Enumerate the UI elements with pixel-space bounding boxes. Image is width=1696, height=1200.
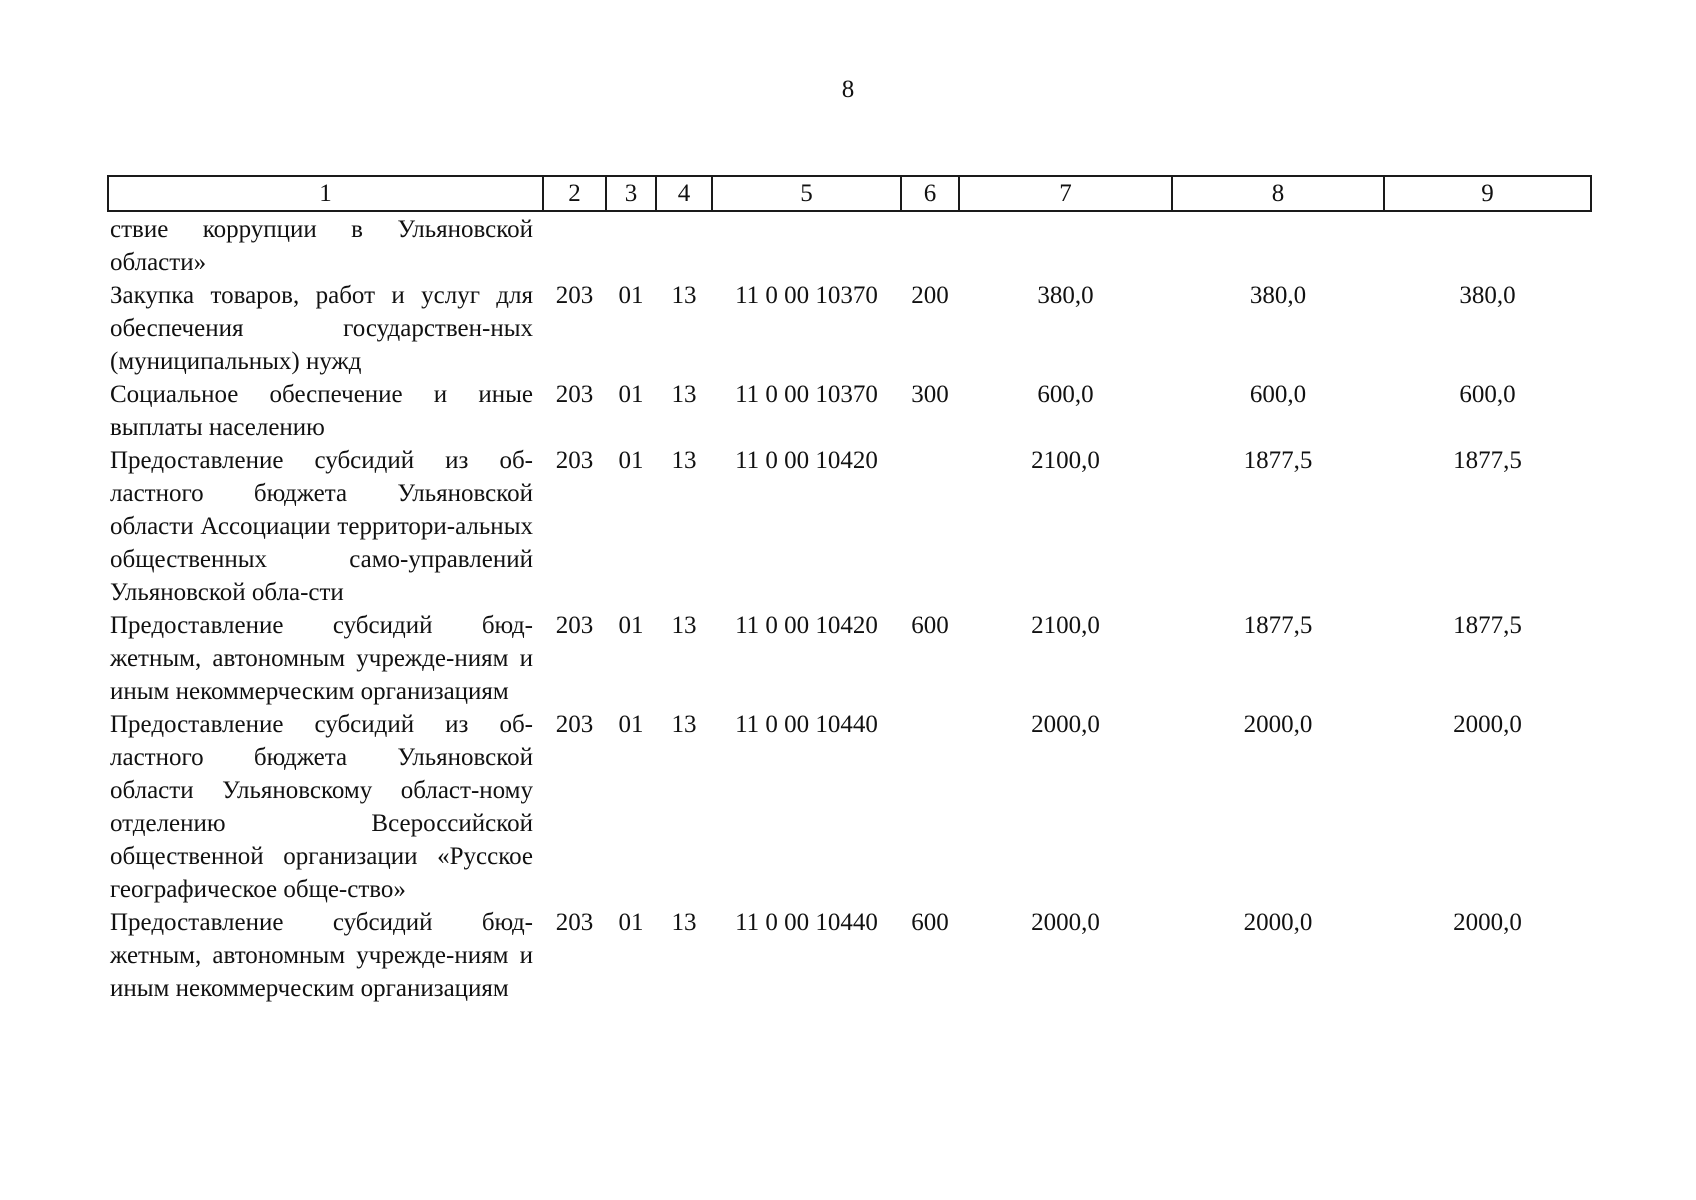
row-value-2: 1877,5 bbox=[1243, 447, 1313, 474]
row-value-2: 2000,0 bbox=[1243, 909, 1313, 936]
row-value-2: 1877,5 bbox=[1243, 612, 1313, 639]
row-description: ствие коррупции в Ульяновской области» bbox=[110, 216, 533, 276]
row-section-code: 01 bbox=[618, 282, 644, 309]
row-section-code: 01 bbox=[618, 447, 644, 474]
row-admin-code: 203 bbox=[555, 381, 594, 408]
row-value-2: 600,0 bbox=[1249, 381, 1307, 408]
row-value-3: 1877,5 bbox=[1453, 612, 1522, 639]
column-header: 4 bbox=[656, 176, 712, 211]
row-target-code: 11 0 00 10370 bbox=[735, 282, 878, 309]
row-value-3: 2000,0 bbox=[1453, 909, 1522, 936]
row-subsection-code bbox=[656, 211, 712, 279]
row-section-code: 01 bbox=[618, 612, 644, 639]
row-target-code: 11 0 00 10420 bbox=[735, 447, 878, 474]
row-admin-code: 203 bbox=[555, 711, 594, 738]
row-section-code: 01 bbox=[618, 381, 644, 408]
row-subsection-code: 13 bbox=[671, 711, 697, 738]
row-subsection-code: 13 bbox=[671, 282, 697, 309]
table-row bbox=[108, 279, 1591, 378]
column-header: 9 bbox=[1384, 176, 1591, 211]
row-admin-code: 203 bbox=[555, 909, 594, 936]
column-header: 7 bbox=[959, 176, 1172, 211]
column-header: 1 bbox=[108, 176, 543, 211]
row-description: Предоставление субсидий бюд-жетным, автономным учрежде-ниям и иным некоммерческим организациям bbox=[110, 909, 533, 1002]
row-value-1 bbox=[959, 211, 1172, 279]
row-value-1: 2100,0 bbox=[1031, 447, 1100, 474]
table-row bbox=[108, 906, 1591, 1005]
column-header: 8 bbox=[1172, 176, 1384, 211]
row-expense-type: 200 bbox=[911, 282, 949, 309]
row-value-2: 380,0 bbox=[1249, 282, 1307, 309]
row-value-3: 600,0 bbox=[1459, 381, 1516, 408]
row-section-code: 01 bbox=[618, 711, 644, 738]
row-value-1: 2000,0 bbox=[1031, 711, 1100, 738]
row-value-1: 600,0 bbox=[1037, 381, 1094, 408]
row-target-code: 11 0 00 10440 bbox=[735, 909, 878, 936]
column-header: 3 bbox=[606, 176, 656, 211]
row-description: Предоставление субсидий бюд-жетным, автономным учрежде-ниям и иным некоммерческим организациям bbox=[110, 612, 533, 705]
row-value-2: 2000,0 bbox=[1243, 711, 1313, 738]
table-row bbox=[108, 211, 1591, 279]
row-admin-code bbox=[543, 211, 606, 279]
column-header: 6 bbox=[901, 176, 959, 211]
row-target-code: 11 0 00 10420 bbox=[735, 612, 878, 639]
table-row bbox=[108, 609, 1591, 708]
row-subsection-code: 13 bbox=[671, 909, 697, 936]
row-value-3: 2000,0 bbox=[1453, 711, 1522, 738]
table-row bbox=[108, 444, 1591, 609]
row-value-1: 2000,0 bbox=[1031, 909, 1100, 936]
row-value-3 bbox=[1384, 211, 1591, 279]
row-value-2 bbox=[1172, 211, 1384, 279]
row-target-code bbox=[712, 211, 901, 279]
table-row bbox=[108, 378, 1591, 444]
row-value-1: 2100,0 bbox=[1031, 612, 1100, 639]
row-description: Предоставление субсидий из об-ластного бюджета Ульяновской области Ульяновскому област-ному отделению Всероссийской общественной организации «Русское географическое обще-ство» bbox=[110, 711, 533, 903]
row-value-3: 380,0 bbox=[1459, 282, 1516, 309]
row-expense-type bbox=[901, 444, 959, 609]
budget-table bbox=[107, 175, 1592, 1005]
row-target-code: 11 0 00 10440 bbox=[735, 711, 878, 738]
row-subsection-code: 13 bbox=[671, 612, 697, 639]
row-section-code: 01 bbox=[618, 909, 644, 936]
row-expense-type bbox=[901, 211, 959, 279]
row-expense-type: 600 bbox=[911, 612, 949, 639]
row-admin-code: 203 bbox=[555, 612, 594, 639]
row-subsection-code: 13 bbox=[671, 381, 697, 408]
row-description: Социальное обеспечение и иные выплаты населению bbox=[110, 381, 533, 441]
page-number: 8 bbox=[841, 76, 855, 103]
table-row bbox=[108, 708, 1591, 906]
row-value-1: 380,0 bbox=[1037, 282, 1094, 309]
row-target-code: 11 0 00 10370 bbox=[735, 381, 878, 408]
row-subsection-code: 13 bbox=[671, 447, 697, 474]
column-header: 5 bbox=[712, 176, 901, 211]
row-admin-code: 203 bbox=[555, 282, 594, 309]
row-admin-code: 203 bbox=[555, 447, 594, 474]
row-section-code bbox=[606, 211, 656, 279]
row-expense-type: 600 bbox=[911, 909, 949, 936]
row-description: Предоставление субсидий из об-ластного бюджета Ульяновской области Ассоциации территори-альных общественных само-управлений Ульяновской обла-сти bbox=[110, 447, 533, 606]
row-value-3: 1877,5 bbox=[1453, 447, 1522, 474]
row-description: Закупка товаров, работ и услуг для обеспечения государствен-ных (муниципальных) нужд bbox=[110, 282, 533, 375]
column-header: 2 bbox=[543, 176, 606, 211]
row-expense-type: 300 bbox=[911, 381, 949, 408]
header-row bbox=[108, 176, 1591, 211]
row-expense-type bbox=[901, 708, 959, 906]
